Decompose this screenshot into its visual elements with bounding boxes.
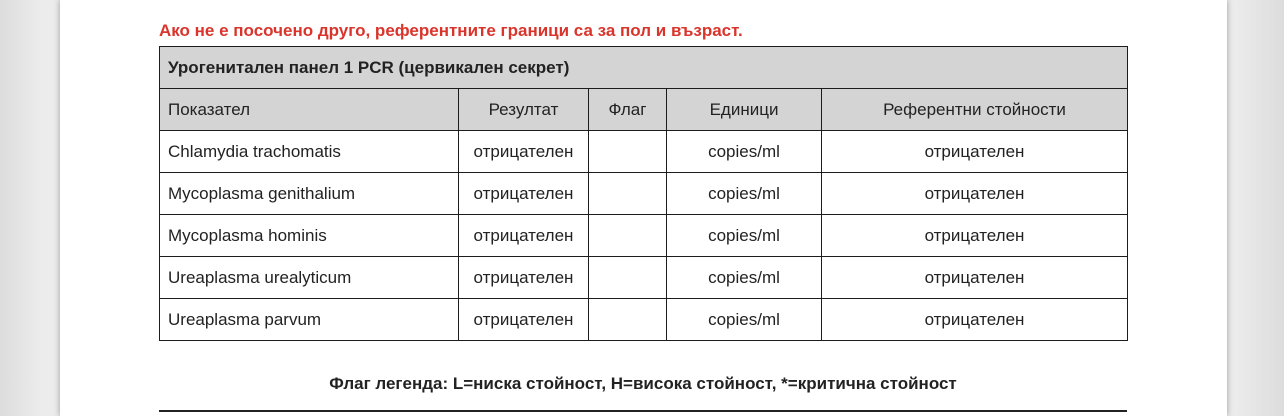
flag-cell: [589, 257, 667, 299]
flag-cell: [589, 215, 667, 257]
indicator-cell: Chlamydia trachomatis: [160, 131, 459, 173]
table-row: [160, 299, 1128, 341]
divider: [159, 410, 1127, 412]
flag-legend: Флаг легенда: L=ниска стойност, H=висока стойност, *=критична стойност: [329, 374, 957, 393]
table-row: [160, 131, 1128, 173]
column-header-flag: Флаг: [589, 89, 667, 131]
reference-cell: отрицателен: [822, 257, 1128, 299]
indicator-cell: Ureaplasma urealyticum: [160, 257, 459, 299]
result-cell: отрицателен: [459, 215, 589, 257]
flag-cell: [589, 131, 667, 173]
indicator-cell: Mycoplasma hominis: [160, 215, 459, 257]
panel-title-row: [160, 47, 1128, 89]
result-cell: отрицателен: [459, 173, 589, 215]
panel-title: Урогенитален панел 1 PCR (цервикален секрет): [160, 47, 1128, 89]
flag-cell: [589, 173, 667, 215]
reference-cell: отрицателен: [822, 131, 1128, 173]
units-cell: copies/ml: [667, 131, 822, 173]
indicator-cell: Ureaplasma parvum: [160, 299, 459, 341]
reference-cell: отрицателен: [822, 299, 1128, 341]
units-cell: copies/ml: [667, 215, 822, 257]
indicator-cell: Mycoplasma genithalium: [160, 173, 459, 215]
column-header-indicator: Показател: [160, 89, 459, 131]
reference-cell: отрицателен: [822, 215, 1128, 257]
column-header-result: Резултат: [459, 89, 589, 131]
table-row: [160, 173, 1128, 215]
table-row: [160, 257, 1128, 299]
flag-cell: [589, 299, 667, 341]
column-header-units: Единици: [667, 89, 822, 131]
units-cell: copies/ml: [667, 299, 822, 341]
reference-cell: отрицателен: [822, 173, 1128, 215]
result-cell: отрицателен: [459, 299, 589, 341]
units-cell: copies/ml: [667, 173, 822, 215]
results-table: [159, 46, 1128, 341]
table-header-row: [160, 89, 1128, 131]
result-cell: отрицателен: [459, 257, 589, 299]
reference-notice: Ако не е посочено друго, референтните граници са за пол и възраст.: [159, 21, 743, 40]
table-row: [160, 215, 1128, 257]
units-cell: copies/ml: [667, 257, 822, 299]
column-header-reference: Референтни стойности: [822, 89, 1128, 131]
result-cell: отрицателен: [459, 131, 589, 173]
scrollbar[interactable]: [1262, 0, 1270, 416]
